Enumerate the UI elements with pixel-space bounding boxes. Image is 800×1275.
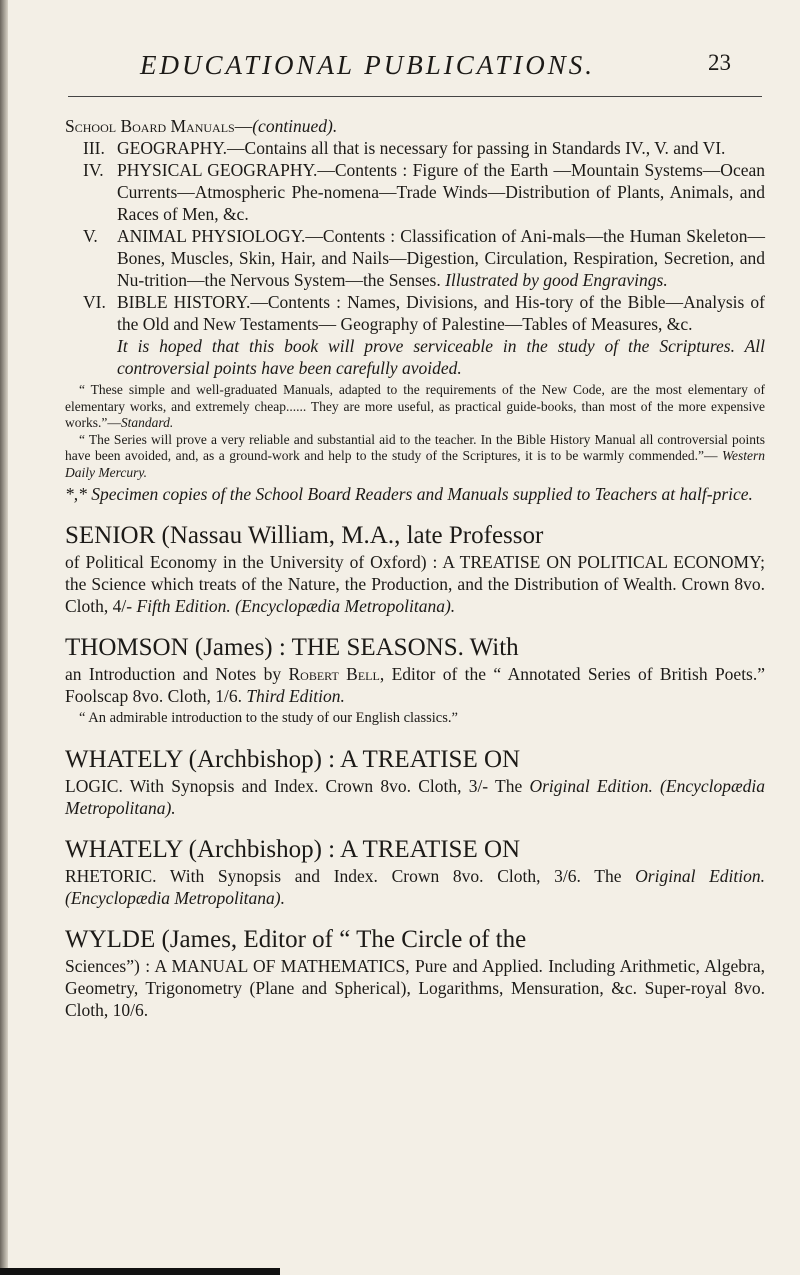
manual-item-physical-geography (65, 159, 765, 225)
entry-body: RHETORIC. With Synopsis and Index. Crown 8vo. Cloth, 3/6. The (65, 866, 636, 886)
item-body (117, 225, 765, 291)
page-number: 23 (708, 50, 731, 75)
press-reviews (65, 382, 765, 481)
catalog-entry-senior (65, 521, 765, 617)
entry-lead: WYLDE (James, Editor of “ The Circle of the (65, 926, 527, 953)
specimen-text: Specimen copies of the School Board Readers and Manuals supplied to Teachers at half-price. (91, 484, 753, 504)
item-body (117, 159, 765, 225)
review-western-daily-mercury (65, 432, 765, 482)
item-title: PHYSICAL GEOGRAPHY. (117, 160, 318, 180)
entry-quote: “ An admirable introduction to the study of our English classics.” (79, 710, 458, 726)
entry-lead: WHATELY (Archbishop) : A TREATISE ON (65, 746, 521, 773)
entry-lead: THOMSON (James) : THE SEASONS. With (65, 634, 519, 661)
entry-series: (Encyclopædia Metropolitana). (65, 776, 766, 818)
review-source: Standard. (120, 415, 174, 430)
asterism-mark: *,* (65, 484, 92, 504)
item-text: —Contents : Classification of Ani-mals—the Human Skeleton—Bones, Muscles, Skin, Hair, and Nails—Digestion, Circulation, Respiration, Secretion, and Nu-trition—the Nervous System—the Senses. (117, 226, 765, 290)
entry-editor: Robert Bell (288, 664, 380, 684)
entry-edition: Original Edition. (529, 776, 653, 796)
manual-item-bible-history (65, 291, 765, 335)
entry-body-continued: , Editor of the “ Annotated Series of British Poets.” Foolscap 8vo. Cloth, 1/6. (65, 664, 766, 706)
section-heading-text: School Board Manuals (65, 116, 235, 136)
entry-lead: WHATELY (Archbishop) : A TREATISE ON (65, 836, 521, 863)
page-bottom-edge (0, 1268, 280, 1275)
entry-body: LOGIC. With Synopsis and Index. Crown 8vo. Cloth, 3/- The (65, 776, 530, 796)
specimen-offer (65, 483, 765, 505)
item-body (117, 291, 765, 335)
item-number: IV. (83, 160, 104, 180)
catalog-entry-wylde (65, 925, 765, 1021)
item-illustrated-note: Illustrated by good Engravings. (445, 270, 668, 290)
manual-item-animal-physiology (65, 225, 765, 291)
review-source: Western Daily Mercury. (65, 448, 765, 480)
entry-lead: SENIOR (Nassau William, M.A., late Professor (65, 522, 544, 549)
header-rule (68, 96, 762, 97)
entry-edition: Third Edition. (246, 686, 345, 706)
manual-item-geography (65, 137, 765, 159)
catalog-entry-whately-rhetoric (65, 835, 765, 909)
catalog-entry-thomson (65, 633, 765, 729)
item-body (117, 137, 765, 159)
school-board-section (65, 115, 765, 505)
item-title: ANIMAL PHYSIOLOGY. (117, 226, 306, 246)
item-title: GEOGRAPHY. (117, 138, 228, 158)
item-title: BIBLE HISTORY. (117, 292, 251, 312)
review-text: “ These simple and well-graduated Manuals, adapted to the requirements of the New Code, are the most elementary of elementary works, and extremely cheap...... They are more useful, as practical guide-books, than most of the more expensive works.”— (65, 382, 765, 430)
page-content (65, 115, 765, 1021)
review-standard (65, 382, 765, 432)
entry-edition: Original Edition. (635, 866, 765, 886)
review-text: “ The Series will prove a very reliable and substantial aid to the teacher. In the Bible History Manual all controversial points have been avoided, and, as a ground-work and help to the study of the Scriptures, it is to be warmly commended.”— (65, 431, 765, 463)
item-number: III. (83, 138, 105, 158)
scripture-note: It is hoped that this book will prove serviceable in the study of the Scriptures. All controversial points have been carefully avoided. (117, 336, 765, 378)
item-text: —Contents : Figure of the Earth —Mountain Systems—Ocean Currents—Atmospheric Phe-nomena—Trade Winds—Distribution of Plants, Animals, and Races of Men, &c. (117, 160, 765, 224)
item-text: —Contents : Names, Divisions, and His-tory of the Bible—Analysis of the Old and New Testaments— Geography of Palestine—Tables of Measures, &c. (117, 292, 765, 334)
item-text: —Contains all that is necessary for passing in Standards IV., V. and VI. (227, 138, 726, 158)
page-header (0, 50, 800, 90)
section-heading: School Board Manuals—(continued). (65, 116, 338, 136)
entry-body: Sciences”) : A MANUAL OF MATHEMATICS, Pure and Applied. Including Arithmetic, Algebra, Geometry, Trigonometry (Plane and Spherical), Logarithms, Mensuration, &c. Super-royal 8vo. Cloth, 10/6. (65, 956, 765, 1020)
catalog-entry-whately-logic (65, 745, 765, 819)
item-number: VI. (83, 292, 106, 312)
entry-series: (Encyclopædia Metropolitana). (65, 888, 285, 908)
entry-edition: Fifth Edition. (136, 596, 231, 616)
entry-series: (Encyclopædia Metropolitana). (235, 596, 456, 616)
item-number: V. (83, 226, 98, 246)
entry-body: of Political Economy in the University of Oxford) : A TREATISE ON POLITICAL ECONOMY; the Science which treats of the Nature, the Production, and the Distribution of Wealth. Crown 8vo. Cloth, 4/- (65, 552, 765, 616)
section-heading-continued: (continued). (252, 116, 338, 136)
running-head: EDUCATIONAL PUBLICATIONS. (140, 50, 596, 80)
entry-body: an Introduction and Notes by (65, 664, 289, 684)
